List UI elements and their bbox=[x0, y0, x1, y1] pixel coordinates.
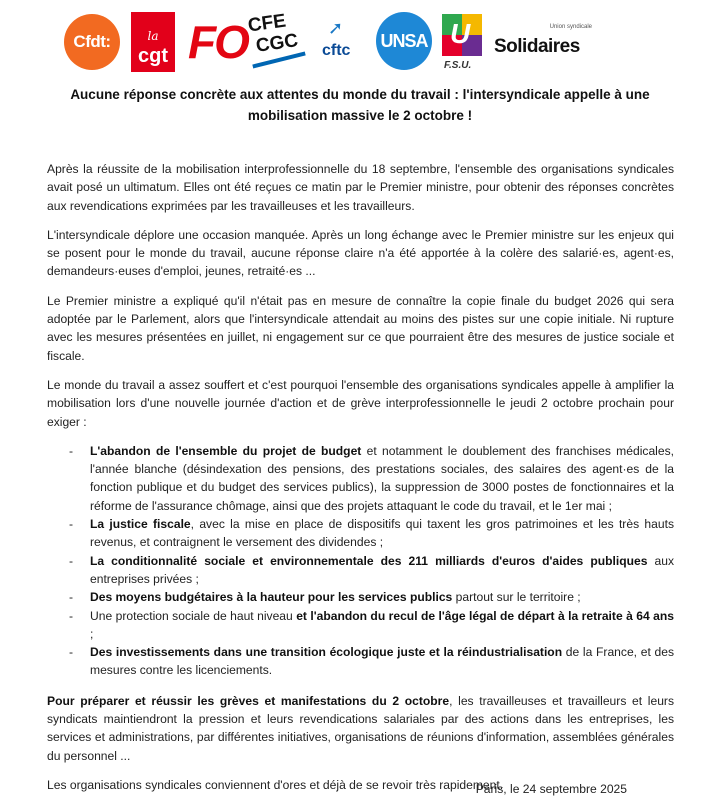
final-paragraph: Les organisations syndicales conviennent d'ores et déjà de se revoir très rapidement. bbox=[47, 777, 504, 792]
demand-rest: partout sur le territoire ; bbox=[452, 590, 581, 605]
demand-bold: Des investissements dans une transition écologique juste et la réindustrialisation bbox=[90, 645, 563, 660]
fsu-logo-label: F.S.U. bbox=[444, 60, 472, 71]
document-title bbox=[40, 84, 680, 126]
document-body bbox=[47, 160, 674, 805]
closing-paragraph bbox=[47, 692, 674, 765]
demand-bold: et l'abandon du recul de l'âge légal de départ à la retraite à 64 ans bbox=[296, 608, 674, 623]
demand-pre: Une protection sociale de haut niveau bbox=[90, 608, 297, 623]
closing-rest: , les travailleuses et travailleurs et leurs syndicats maintiendront la pression et leurs revendications salariales par des actions dans les entreprises, les services et administrations, par différentes initiatives, organisations de réunions d'information, assemblées générales du personnel ... bbox=[47, 693, 674, 763]
cgt-logo-la: la bbox=[147, 29, 159, 43]
bullet-dash: - bbox=[69, 645, 74, 660]
demand-rest: et notamment le doublement des franchises médicales, l'année blanche (désindexation des pensions, des prestations sociales, des salaires des agent·es de la fonction publique et du budget des services publics), la suppression de 3000 postes de fonctionnaires et la réforme de l'assurance chômage, ainsi que des projets attaquant le code du travail, et le 1er mai ; bbox=[90, 443, 674, 513]
demand-item bbox=[47, 552, 674, 589]
cfe-cgc-logo-top: CFE bbox=[246, 10, 288, 37]
solidaires-logo bbox=[494, 26, 604, 66]
cftc-logo-text: cftc bbox=[322, 42, 351, 59]
cfdt-logo bbox=[64, 14, 120, 70]
paragraph: Le Premier ministre a expliqué qu'il n'était pas en mesure de connaître la copie finale du budget 2026 qui sera adoptée par le Parlement, alors que l'intersyndicale attendait au moins des pistes sur une copie initiale. Ni rupture avec les mesures présentées en juillet, ni engagement sur ce que pourraient être des mesures de justice sociale et fiscale. bbox=[47, 293, 674, 363]
demand-rest: ; bbox=[90, 626, 94, 641]
bullet-dash: - bbox=[69, 443, 74, 458]
paragraph: Le monde du travail a assez souffert et c'est pourquoi l'ensemble des organisations syndicales appelle à amplifier la mobilisation lors d'une nouvelle journée d'action et de grève interprofessionnelle le jeudi 2 octobre prochain pour exiger : bbox=[47, 377, 674, 429]
demand-item bbox=[47, 442, 674, 515]
union-logos-row bbox=[58, 8, 678, 74]
cftc-logo bbox=[320, 18, 368, 68]
demand-rest: aux entreprises privées ; bbox=[90, 553, 675, 586]
demand-rest: de la France, et des mesures contre les licenciements. bbox=[90, 645, 675, 678]
demand-bold: L'abandon de l'ensemble du projet de budget bbox=[90, 443, 362, 458]
title-line-1: Aucune réponse concrète aux attentes du monde du travail : l'intersyndicale appelle à une bbox=[70, 87, 650, 102]
fsu-logo-mark bbox=[442, 14, 482, 56]
cgt-logo bbox=[131, 12, 175, 72]
unsa-logo: UNSA bbox=[376, 12, 432, 70]
fsu-logo bbox=[440, 14, 486, 76]
fo-logo: FO bbox=[188, 16, 248, 68]
fsu-logo-letter: U bbox=[450, 18, 471, 49]
bullet-dash: - bbox=[69, 517, 74, 532]
demand-bold: Des moyens budgétaires à la hauteur pour les services publics bbox=[90, 590, 453, 605]
title-line-2: mobilisation massive le 2 octobre ! bbox=[247, 108, 473, 123]
bird-icon: ➚ bbox=[328, 18, 344, 38]
bullet-dash: - bbox=[69, 553, 74, 568]
document-date: Paris, le 24 septembre 2025 bbox=[475, 782, 627, 796]
demands-list bbox=[47, 442, 674, 680]
demand-bold: La conditionnalité sociale et environnementale des 211 milliards d'euros d'aides publiques bbox=[90, 553, 648, 568]
bullet-dash: - bbox=[69, 608, 74, 623]
demand-bold: La justice fiscale bbox=[90, 517, 191, 532]
demand-item bbox=[47, 607, 674, 644]
cfdt-logo-text: Cfdt: bbox=[73, 32, 111, 51]
bullet-dash: - bbox=[69, 590, 74, 605]
closing-bold: Pour préparer et réussir les grèves et manifestations du 2 octobre bbox=[47, 693, 450, 708]
demand-item bbox=[47, 643, 674, 680]
demand-rest: , avec la mise en place de dispositifs qui taxent les gros patrimoines et les très hauts revenus, et contraignent le versement des dividendes ; bbox=[90, 517, 674, 550]
paragraph: L'intersyndicale déplore une occasion manquée. Après un long échange avec le Premier ministre sur les enjeux qui se posent pour le monde du travail, aucune réponse claire n'a été apportée à la colère des salarié·es, agent·es, demandeurs·euses d'emploi, jeunes, retraité·es ... bbox=[47, 227, 674, 279]
demand-item bbox=[47, 588, 674, 606]
solidaires-logo-small: Union syndicale bbox=[549, 24, 592, 30]
solidaires-logo-text: Solidaires bbox=[494, 36, 580, 57]
paragraph: Après la réussite de la mobilisation interprofessionnelle du 18 septembre, l'ensemble des organisations syndicales avait posé un ultimatum. Elles ont été reçues ce matin par le Premier ministre, pour obtenir des réponses concrètes aux revendications exprimées par les travailleuses et les travailleurs. bbox=[47, 162, 674, 213]
demand-item bbox=[47, 515, 674, 552]
cgt-logo-text: cgt bbox=[138, 45, 168, 67]
cfe-cgc-logo-bottom: CGC bbox=[254, 30, 300, 57]
cfe-cgc-logo bbox=[248, 12, 310, 72]
